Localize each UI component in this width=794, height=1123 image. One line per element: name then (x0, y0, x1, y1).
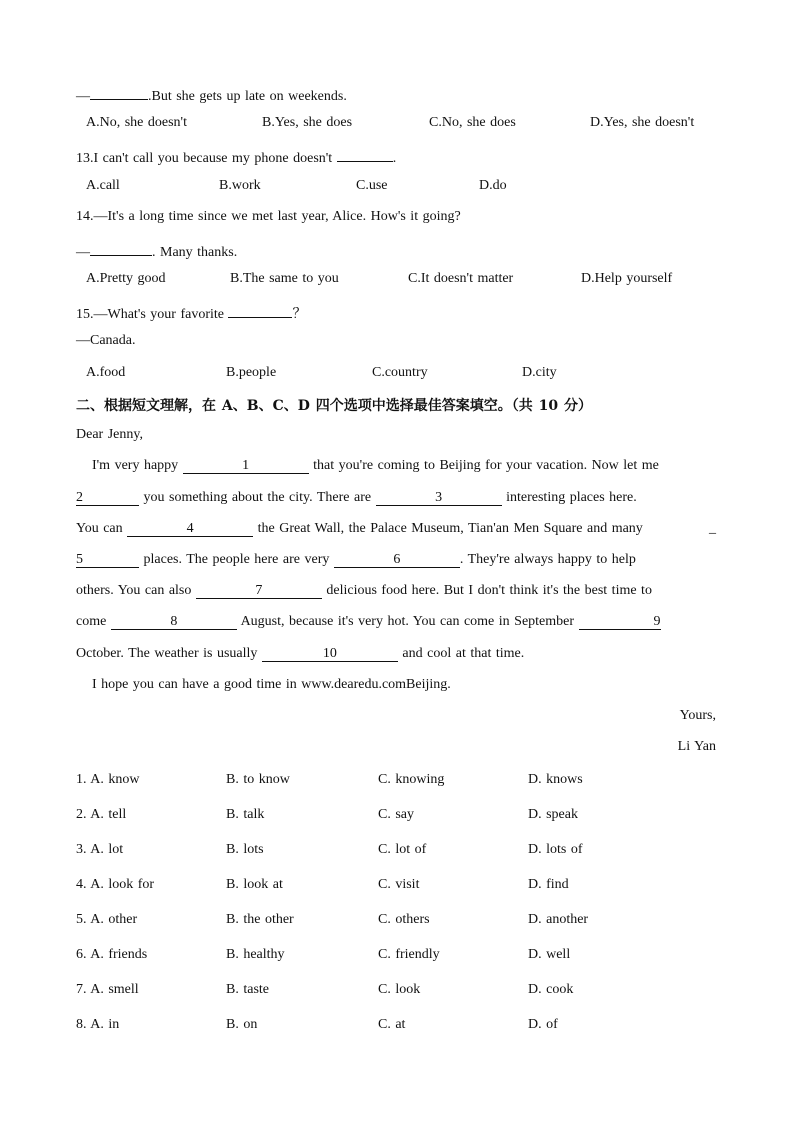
passage-text: others. You can also (76, 583, 192, 598)
choice-7-option-a[interactable]: 7. A. smell (76, 982, 139, 997)
letter-closing: Yours, (679, 708, 716, 723)
passage-text: places. The people here are very (143, 552, 330, 567)
choice-8-option-d[interactable]: D. of (528, 1017, 558, 1032)
q15-answer: —Canada. (76, 333, 136, 348)
q12-answer-line (76, 84, 347, 105)
choice-2-option-b[interactable]: B. talk (226, 807, 265, 822)
choice-5-option-a[interactable]: 5. A. other (76, 912, 138, 927)
choice-2-option-d[interactable]: D. speak (528, 807, 578, 822)
passage-text: You can (76, 521, 123, 536)
choice-4-option-a[interactable]: 4. A. look for (76, 877, 155, 892)
choice-1-option-c[interactable]: C. knowing (378, 772, 445, 787)
q13-option-b[interactable]: B.work (219, 178, 261, 193)
passage-line-3 (76, 521, 643, 537)
choice-6-option-d[interactable]: D. well (528, 947, 571, 962)
choice-8-option-b[interactable]: B. on (226, 1017, 258, 1032)
answer-blank[interactable] (337, 146, 393, 162)
passage-line-6 (76, 614, 661, 630)
q13-text: 13.I can't call you because my phone doesn't (76, 151, 333, 166)
choice-2-option-c[interactable]: C. say (378, 807, 414, 822)
choice-3-option-c[interactable]: C. lot of (378, 842, 427, 857)
q15-stem (76, 302, 306, 323)
q13-stem (76, 146, 396, 167)
q12-option-b[interactable]: B.Yes, she does (262, 115, 353, 130)
passage-text: October. The weather is usually (76, 646, 258, 661)
passage-line-3-end: _ (709, 521, 716, 536)
passage-text: the Great Wall, the Palace Museum, Tian'an Men Square and many (257, 521, 643, 536)
q12-text: .But she gets up late on weekends. (148, 89, 347, 104)
choice-3-option-b[interactable]: B. lots (226, 842, 264, 857)
salutation: Dear Jenny, (76, 427, 143, 442)
passage-text: and cool at that time. (402, 646, 525, 661)
choice-4-option-d[interactable]: D. find (528, 877, 569, 892)
choice-7-option-c[interactable]: C. look (378, 982, 421, 997)
choice-7-option-b[interactable]: B. taste (226, 982, 269, 997)
q15-text: 15.—What's your favorite (76, 307, 224, 322)
passage-text: August, because it's very hot. You can come in September (240, 614, 575, 629)
q14-answer-line (76, 240, 237, 261)
passage-line-4 (76, 552, 636, 568)
answer-blank[interactable] (90, 240, 152, 256)
dash: — (76, 245, 90, 260)
passage-line-1 (92, 458, 659, 474)
choice-1-option-d[interactable]: D. knows (528, 772, 583, 787)
cloze-blank-6[interactable]: 6 (334, 552, 460, 568)
cloze-blank-10[interactable]: 10 (262, 646, 398, 662)
q14-option-b[interactable]: B.The same to you (230, 271, 339, 286)
passage-paragraph-2: I hope you can have a good time in www.dearedu.comBeijing. (92, 677, 451, 692)
q15-tail: ？ (292, 307, 307, 322)
choice-3-option-a[interactable]: 3. A. lot (76, 842, 124, 857)
choice-4-option-c[interactable]: C. visit (378, 877, 420, 892)
q13-tail: . (392, 151, 397, 166)
q13-option-c[interactable]: C.use (356, 178, 388, 193)
choice-6-option-c[interactable]: C. friendly (378, 947, 440, 962)
cloze-blank-7[interactable]: 7 (196, 583, 322, 599)
passage-text: that you're coming to Beijing for your vacation. Now let me (313, 458, 659, 473)
passage-text: you something about the city. There are (143, 490, 372, 505)
passage-text: delicious food here. But I don't think it's the best time to (326, 583, 652, 598)
q14-option-a[interactable]: A.Pretty good (86, 271, 166, 286)
q15-option-d[interactable]: D.city (522, 365, 557, 380)
cloze-blank-4[interactable]: 4 (127, 521, 253, 537)
passage-line-2 (76, 490, 637, 506)
passage-text: come (76, 614, 107, 629)
choice-8-option-c[interactable]: C. at (378, 1017, 406, 1032)
q12-option-d[interactable]: D.Yes, she doesn't (590, 115, 695, 130)
choice-1-option-b[interactable]: B. to know (226, 772, 290, 787)
choice-6-option-b[interactable]: B. healthy (226, 947, 285, 962)
choice-1-option-a[interactable]: 1. A. know (76, 772, 140, 787)
choice-3-option-d[interactable]: D. lots of (528, 842, 583, 857)
cloze-blank-5[interactable]: 5 (76, 552, 139, 568)
cloze-blank-1[interactable]: 1 (183, 458, 309, 474)
cloze-blank-8[interactable]: 8 (111, 614, 237, 630)
dash: — (76, 89, 90, 104)
section-heading: 二、根据短文理解，在 A、B、C、D 四个选项中选择最佳答案填空。（共 10 分） (76, 398, 592, 414)
choice-5-option-b[interactable]: B. the other (226, 912, 294, 927)
q14-option-c[interactable]: C.It doesn't matter (408, 271, 514, 286)
q13-option-d[interactable]: D.do (479, 178, 507, 193)
cloze-blank-9[interactable]: 9 (579, 614, 661, 630)
q14-option-d[interactable]: D.Help yourself (581, 271, 673, 286)
answer-blank[interactable] (90, 84, 148, 100)
cloze-blank-3[interactable]: 3 (376, 490, 502, 506)
choice-5-option-c[interactable]: C. others (378, 912, 430, 927)
q12-option-c[interactable]: C.No, she does (429, 115, 516, 130)
choice-4-option-b[interactable]: B. look at (226, 877, 283, 892)
q12-option-a[interactable]: A.No, she doesn't (86, 115, 187, 130)
q14-text: . Many thanks. (152, 245, 238, 260)
passage-line-7 (76, 646, 524, 662)
passage-text: I'm very happy (92, 458, 179, 473)
choice-2-option-a[interactable]: 2. A. tell (76, 807, 127, 822)
passage-text: . They're always happy to help (459, 552, 636, 567)
choice-7-option-d[interactable]: D. cook (528, 982, 574, 997)
passage-text: interesting places here. (506, 490, 637, 505)
cloze-blank-2[interactable]: 2 (76, 490, 139, 506)
q15-option-a[interactable]: A.food (86, 365, 126, 380)
answer-blank[interactable] (228, 302, 292, 318)
q14-stem: 14.—It's a long time since we met last year, Alice. How's it going? (76, 209, 461, 224)
letter-signature: Li Yan (677, 739, 716, 754)
passage-line-5 (76, 583, 652, 599)
q15-option-c[interactable]: C.country (372, 365, 428, 380)
choice-6-option-a[interactable]: 6. A. friends (76, 947, 148, 962)
choice-5-option-d[interactable]: D. another (528, 912, 589, 927)
q13-option-a[interactable]: A.call (86, 178, 120, 193)
choice-8-option-a[interactable]: 8. A. in (76, 1017, 120, 1032)
q15-option-b[interactable]: B.people (226, 365, 277, 380)
